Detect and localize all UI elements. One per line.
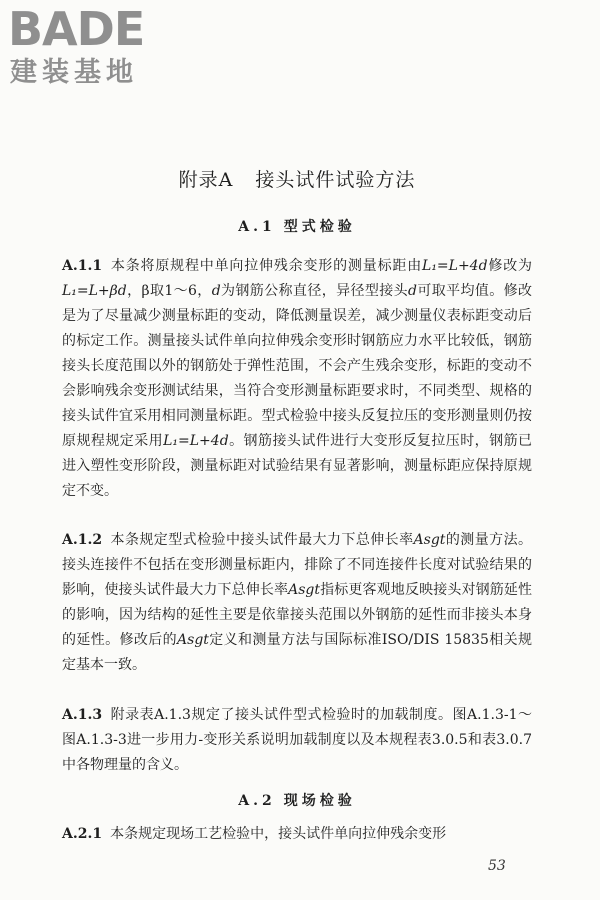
clause-a-2-1 (62, 822, 532, 847)
clause-number: A.1.2 (62, 532, 103, 548)
clause-a-1-1 (62, 254, 532, 504)
clause-text: 指标更客观地反映接头对钢筋延性的影响，因为结构的延性主要是依靠接头范围以外钢筋的延性而非接头本身的延性。修改后的 (62, 582, 533, 648)
bade-logo (8, 4, 178, 88)
section-heading-a1 (62, 216, 532, 236)
section-number: A.1 (238, 219, 276, 235)
symbol-asgt: Asgt (413, 532, 446, 548)
page-number: 53 (488, 858, 506, 874)
clause-text: 的测量方法。接头连接件不包括在变形测量标距内，排除了不同连接件长度对试验结果的影响，使接头试件最大力下总伸长率 (62, 532, 533, 598)
clause-a-1-2 (62, 528, 532, 678)
appendix-title (62, 165, 532, 192)
formula: L₁=L+βd (62, 283, 127, 299)
section-heading-a2 (62, 790, 532, 810)
section-number: A.2 (238, 793, 276, 809)
clause-number: A.1.1 (62, 258, 103, 274)
clause-text: 为钢筋公称直径，异径型接头 (220, 283, 408, 299)
section-title-text: 型式检验 (283, 219, 356, 235)
clause-text: 可取平均值。修改是为了尽量减少测量标距的变动，降低测量误差，减少测量仪表标距变动后的标定工作。测量接头试件单向拉伸残余变形时钢筋应力水平比较低，钢筋接头长度范围以外的钢筋处于弹性范围，不会产生残余变形，标距的变动不会影响残余变形测试结果，当符合变形测量标距要求时，不同类型、规格的接头试件宜采用相同测量标距。型式检验中接头反复拉压的变形测量则仍按原规程规定采用 (62, 283, 532, 449)
appendix-heading: 接头试件试验方法 (255, 169, 416, 191)
formula: L₁=L+4d (422, 258, 488, 274)
logo-main-text: BADE (8, 2, 145, 56)
clause-number: A.1.3 (62, 707, 103, 723)
clause-text: 修改为 (487, 258, 533, 274)
appendix-label: 附录A (178, 169, 234, 191)
clause-text: 本条规定现场工艺检验中，接头试件单向拉伸残余变形 (110, 826, 447, 842)
clause-a-1-3 (62, 703, 532, 778)
clause-text: 。钢筋接头试件进行大变形反复拉压时，钢筋已进入塑性变形阶段，测量标距对试验结果有显著影响，测量标距应保持原规定不变。 (62, 433, 533, 499)
section-title-text: 现场检验 (283, 793, 356, 809)
logo-sub-text: 建装基地 (10, 57, 138, 88)
clause-text: 本条规定型式检验中接头试件最大力下总伸长率 (110, 532, 414, 548)
clause-text: ，β取1～6， (126, 283, 212, 299)
symbol-asgt: Asgt (288, 582, 321, 598)
clause-number: A.2.1 (62, 826, 103, 842)
clause-text: 定义和测量方法与国际标准ISO/DIS 15835相关规定基本一致。 (62, 632, 532, 673)
variable: d (211, 283, 221, 299)
symbol-asgt: Asgt (177, 632, 209, 648)
clause-text: 附录表A.1.3规定了接头试件型式检验时的加载制度。图A.1.3-1～图A.1.3-3进一步用力-变形关系说明加载制度以及本规程表3.0.5和表3.0.7中各物理量的含义。 (62, 707, 532, 773)
formula: L₁=L+4d (163, 433, 229, 449)
variable: d (407, 283, 417, 299)
clause-text: 本条将原规程中单向拉伸残余变形的测量标距由 (110, 258, 423, 274)
